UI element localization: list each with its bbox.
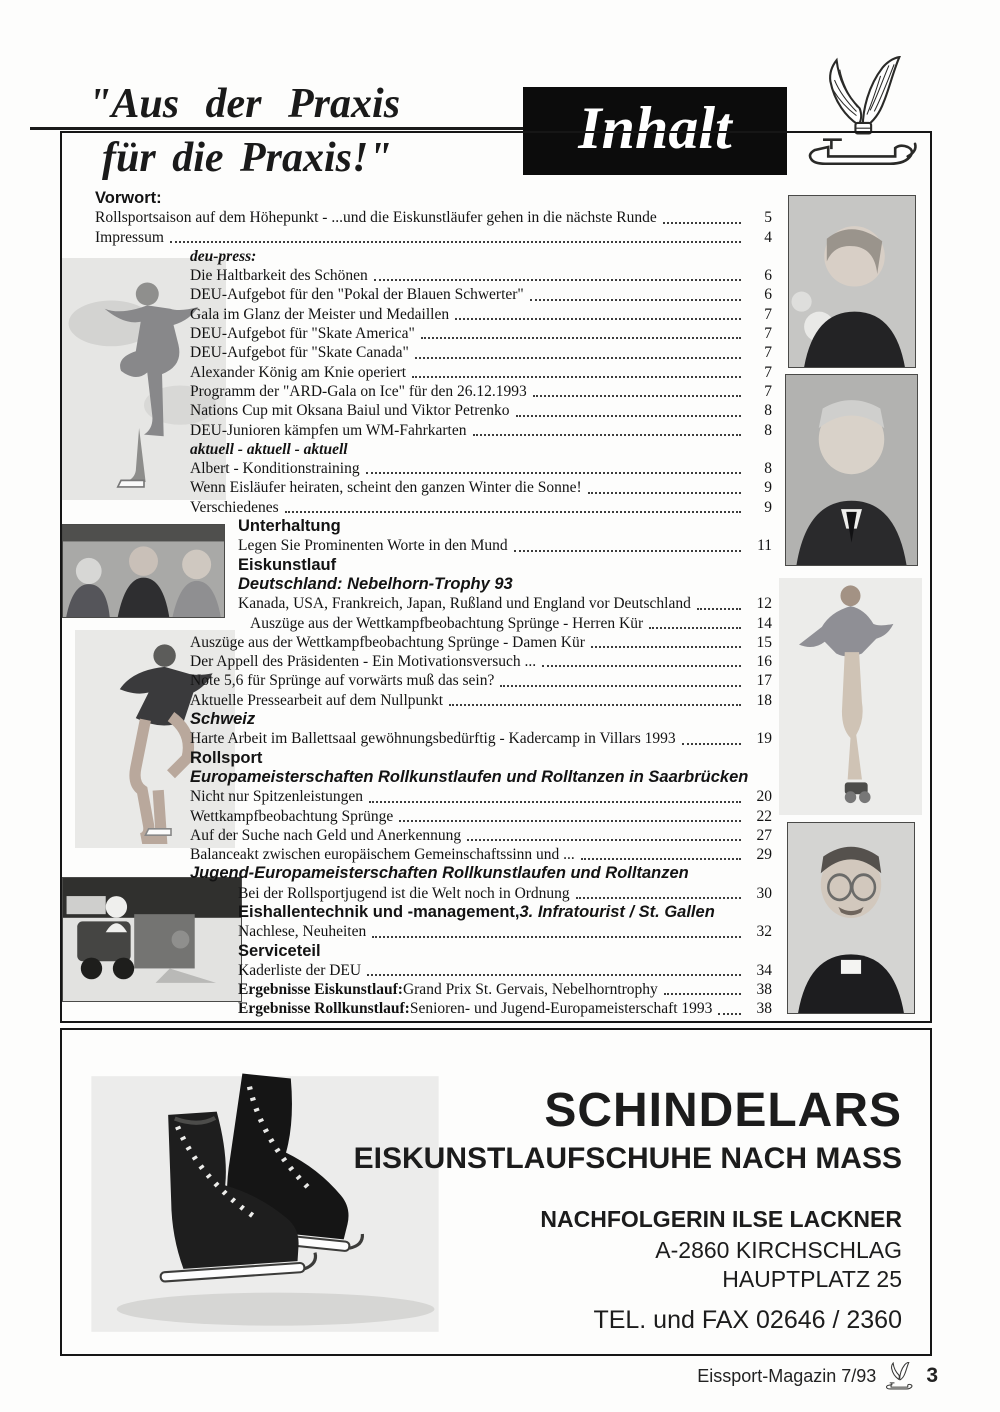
toc-entry-title: DEU-Aufgebot für den "Pokal der Blauen Schwerter" [190,286,524,304]
ad-address-line2: HAUPTPLATZ 25 [722,1266,902,1292]
toc-entry-title: aktuell - aktuell - aktuell [190,440,348,458]
toc-entry-title: Wettkampfbeobachtung Sprünge [190,807,394,825]
toc-leader-dots [649,627,741,629]
toc-entry-title: Deutschland: Nebelhorn-Trophy 93 [238,574,513,593]
toc-leader-dots [581,858,741,860]
toc-entry-title: Kaderliste der DEU [238,961,362,979]
toc-heading [60,710,772,729]
toc-entry-title: Serviceteil [238,941,321,960]
toc-entry [60,266,772,285]
toc-entry-title: deu-press: [190,247,257,265]
toc-leader-dots [664,993,741,995]
toc-leader-dots [591,646,741,648]
toc-leader-dots [372,936,741,938]
toc-entry-title-suffix: Grand Prix St. Gervais, Nebelhorntrophy [402,981,658,999]
toc-entry-title-suffix: 3. Infratourist / St. Gallen [519,902,715,921]
toc-entry-title: DEU-Junioren kämpfen um WM-Fahrkarten [190,421,467,439]
toc-entry [60,884,772,903]
toc-page-number: 8 [764,402,772,420]
toc-entry [60,980,772,999]
toc-entry-title: Nachlese, Neuheiten [238,923,367,941]
toc-leader-dots [576,897,741,899]
toc-entry [60,691,772,710]
toc-page-number: 8 [764,460,772,478]
slogan-line1: "Aus der Praxis [88,81,401,127]
toc-entry [60,961,772,980]
toc-entry [60,633,772,652]
toc-leader-dots [367,974,741,976]
photo-portrait-man-glasses [787,822,915,1014]
toc-entry-title: Wenn Eisläufer heiraten, scheint den ganzen Winter die Sonne! [190,479,582,497]
toc-page-number: 7 [764,363,772,381]
toc-entry-title: Vorwort: [95,189,162,207]
toc-page-number: 6 [764,267,772,285]
toc-entry-title: Balanceakt zwischen europäischem Gemeinschaftssinn und ... [190,846,575,864]
toc-page-number: 17 [756,672,772,690]
toc-leader-dots [588,492,741,494]
toc-entry [60,594,772,613]
toc-entry-title: DEU-Aufgebot für "Skate Canada" [190,344,409,362]
toc-leader-dots [516,415,741,417]
toc-page-number: 27 [756,826,772,844]
toc-entry-title: Rollsportsaison auf dem Höhepunkt - ...und die Eiskunstläufer gehen in die nächste Runde [95,209,657,227]
toc-entry-title: Der Appell des Präsidenten - Ein Motivationsversuch ... [190,653,537,671]
toc-entry-title: Eiskunstlauf [238,555,337,574]
toc-entry [60,382,772,401]
toc-page-number: 9 [764,498,772,516]
toc-page-number: 7 [764,305,772,323]
toc-page-number: 9 [764,479,772,497]
toc-heading [60,517,772,536]
toc-heading [60,903,772,922]
toc-entry [60,228,772,247]
toc-entry-title: Aktuelle Pressearbeit auf dem Nullpunkt [190,691,444,709]
toc-page-number: 30 [756,884,772,902]
toc-entry [60,922,772,941]
toc-entry-title: Note 5,6 für Sprünge auf vorwärts muß das sein? [190,672,495,690]
toc-entry [60,478,772,497]
toc-page-number: 38 [756,1000,772,1018]
toc-leader-dots [374,279,741,281]
photo-roller-skater [779,578,922,815]
toc-entry [60,363,772,382]
toc-leader-dots [500,685,741,687]
toc-page-number: 8 [764,421,772,439]
toc-entry-title: Programm der "ARD-Gala on Ice" für den 26.12.1993 [190,382,527,400]
toc-page-number: 34 [756,961,772,979]
toc-entry [60,421,772,440]
toc-entry [60,459,772,478]
toc-leader-dots [533,395,741,397]
toc-entry [60,807,772,826]
toc-heading [60,864,772,883]
toc-entry [60,498,772,517]
toc-entry [60,343,772,362]
toc-list [60,189,772,1019]
toc-entry-title: Auf der Suche nach Geld und Anerkennung [190,826,462,844]
toc-page-number: 6 [764,286,772,304]
toc-page-number: 15 [756,633,772,651]
toc-page-number: 5 [764,209,772,227]
toc-heading [60,768,772,787]
toc-heading [60,749,772,768]
toc-page-number: 20 [756,788,772,806]
toc-leader-dots [682,743,741,745]
toc-entry-title: Impressum [95,228,164,246]
toc-leader-dots [455,318,741,320]
toc-leader-dots [366,472,741,474]
toc-entry-title: Auszüge aus der Wettkampfbeobachtung Sprünge - Damen Kür [190,633,585,651]
photo-portrait-older-man [785,374,918,566]
toc-entry-title: Jugend-Europameisterschaften Rollkunstlaufen und Rolltanzen [190,864,689,883]
toc-leader-dots [663,222,741,224]
toc-heading [60,247,772,266]
toc-entry-title: Bei der Rollsportjugend ist die Welt noch in Ordnung [238,884,570,902]
toc-entry-title: Alexander König am Knie operiert [190,363,407,381]
toc-entry [60,208,772,227]
toc-leader-dots [449,704,741,706]
toc-page-number: 19 [756,730,772,748]
toc-leader-dots [412,376,741,378]
toc-heading [60,575,772,594]
toc-entry [60,614,772,633]
winged-skate-logo-icon [884,1362,918,1390]
toc-entry-title: Harte Arbeit im Ballettsaal gewöhnungsbedürftig - Kadercamp in Villars 1993 [190,730,676,748]
toc-entry-title: Ergebnisse Eiskunstlauf: [238,981,403,999]
toc-page-number: 16 [756,653,772,671]
toc-entry-title: Europameisterschaften Rollkunstlaufen und Rolltanzen in Saarbrücken [190,767,749,786]
toc-leader-dots [399,820,741,822]
toc-entry-title: Kanada, USA, Frankreich, Japan, Rußland und England vor Deutschland [238,595,691,613]
toc-entry [60,826,772,845]
toc-entry [60,285,772,304]
toc-entry [60,787,772,806]
toc-leader-dots [514,550,741,552]
toc-heading [60,440,772,459]
toc-entry [60,671,772,690]
toc-leader-dots [530,299,741,301]
toc-leader-dots [467,839,741,841]
toc-entry-title: DEU-Aufgebot für "Skate America" [190,325,415,343]
toc-page-number: 7 [764,382,772,400]
toc-entry [60,324,772,343]
photo-portrait-young-woman [788,195,916,368]
toc-leader-dots [415,357,741,359]
toc-heading [60,942,772,961]
page-title: Inhalt [578,94,732,161]
ad-successor-line: NACHFOLGERIN ILSE LACKNER [540,1206,902,1232]
toc-page-number: 12 [756,595,772,613]
toc-entry [60,536,772,555]
toc-entry [60,999,772,1018]
ad-subtitle: EISKUNSTLAUFSCHUHE NACH MASS [353,1142,902,1175]
toc-entry-title: Auszüge aus der Wettkampfbeobachtung Sprünge - Herren Kür [250,614,644,632]
toc-page-number: 14 [756,614,772,632]
toc-leader-dots [369,801,741,803]
toc-leader-dots [285,511,741,513]
toc-page-number: 7 [764,325,772,343]
toc-entry [60,401,772,420]
slogan-line2: für die Praxis!" [102,135,392,181]
toc-entry-title: Gala im Glanz der Meister und Medaillen [190,305,450,323]
toc-leader-dots [542,665,741,667]
toc-page-number: 38 [756,981,772,999]
toc-entry-title: Schweiz [190,710,256,729]
photo-ice-skates-pair [85,1070,445,1338]
toc-page-number: 7 [764,344,772,362]
toc-page-number: 4 [764,228,772,246]
toc-page-number: 32 [756,923,772,941]
toc-leader-dots [421,337,741,339]
toc-entry [60,305,772,324]
magazine-issue-label: Eissport-Magazin 7/93 [697,1365,877,1386]
toc-entry-title: Verschiedenes [190,498,279,516]
header-rule [30,127,524,130]
toc-heading [60,556,772,575]
toc-entry-title: Rollsport [190,748,263,767]
toc-entry-title: Unterhaltung [238,517,341,536]
toc-entry-title: Ergebnisse Rollkunstlauf: [238,1000,410,1018]
toc-leader-dots [697,608,741,610]
toc-page-number: 11 [757,537,772,555]
toc-entry-title: Albert - Konditionstraining [190,460,360,478]
toc-leader-dots [170,241,741,243]
ad-brand-name: SCHINDELARS [544,1084,902,1137]
page-footer [697,1362,938,1390]
page-number: 3 [926,1364,938,1387]
toc-entry [60,729,772,748]
toc-entry-title: Die Haltbarkeit des Schönen [190,267,368,285]
toc-page-number: 22 [756,807,772,825]
toc-entry-title: Eishallentechnik und -management, [238,902,520,921]
ad-phone-line: TEL. und FAX 02646 / 2360 [593,1306,902,1334]
ad-address-line1: A-2860 KIRCHSCHLAG [655,1237,902,1263]
toc-leader-dots [473,434,742,436]
toc-leader-dots [718,1013,741,1015]
toc-entry [60,845,772,864]
toc-page-number: 29 [756,846,772,864]
toc-entry-title: Nicht nur Spitzenleistungen [190,788,364,806]
toc-heading [60,189,772,208]
toc-page-number: 18 [756,691,772,709]
toc-entry-title: Nations Cup mit Oksana Baiul und Viktor Petrenko [190,402,510,420]
toc-entry-title: Legen Sie Prominenten Worte in den Mund [238,537,508,555]
toc-entry [60,652,772,671]
toc-entry-title-suffix: Senioren- und Jugend-Europameisterschaft 1993 [409,1000,713,1018]
